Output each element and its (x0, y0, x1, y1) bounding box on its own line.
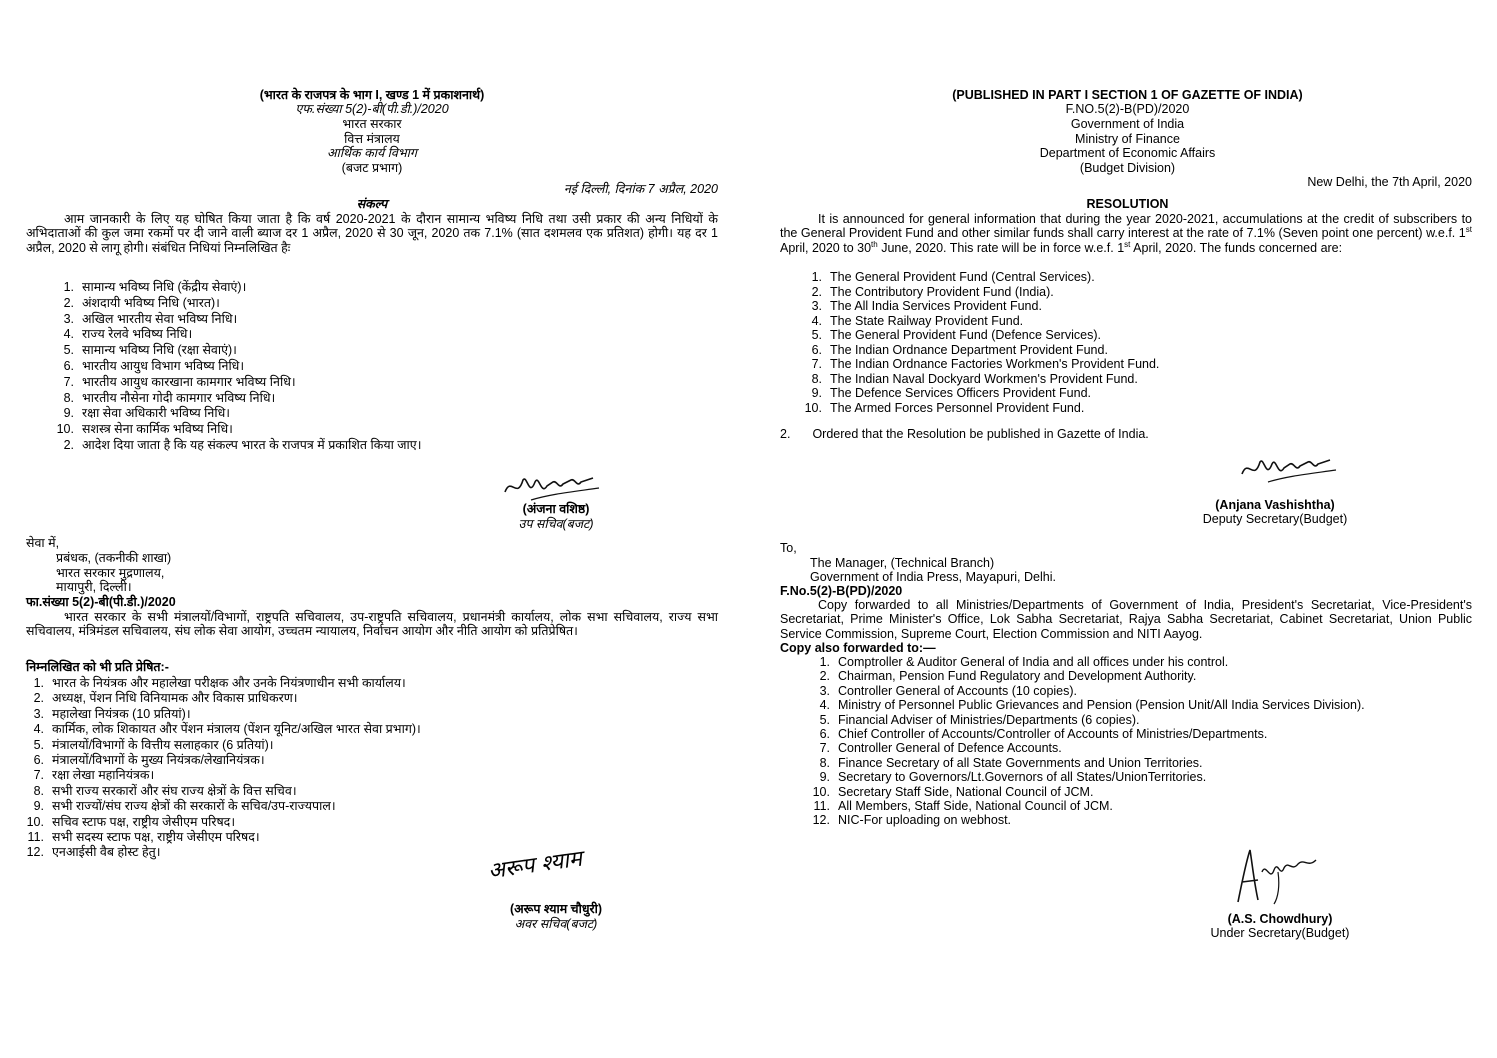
list-item-text: भारत के नियंत्रक और महालेखा परीक्षक और उनके नियंत्रणाधीन सभी कार्यालय। (52, 676, 406, 690)
resolution-paragraph: आम जानकारी के लिए यह घोषित किया जाता है कि वर्ष 2020-2021 के दौरान सामान्य भविष्य निधि तथा उसी प्रकार की अन्य निधियों के अभिदाताओं की कुल जमा रकमों पर दी जाने वाली ब्याज दर 1 अप्रैल, 2020 से 30 जून, 2020 तक 7.1% (सात दशमलव एक प्रतिशत) होगी। यह दर 1 अप्रैल, 2020 से लागू होगी। संबंधित निधियां निम्नलिखित हैः (26, 212, 718, 255)
list-item-number: 4. (63, 327, 74, 342)
list-item-number: 6. (33, 752, 44, 767)
list-item-number: 6. (63, 358, 74, 373)
list-item-text: भारतीय आयुध कारखाना कामगार भविष्य निधि। (82, 374, 296, 389)
list-item-number: 6. (819, 726, 830, 741)
list-item-text: Secretary Staff Side, National Council of JCM. (838, 784, 1094, 799)
list-item-number: 4. (811, 313, 822, 328)
list-item-text: आदेश दिया जाता है कि यह संकल्प भारत के राजपत्र में प्रकाशित किया जाए। (82, 437, 422, 452)
department-name: Department of Economic Affairs (1039, 146, 1216, 160)
signature-image-2 (1228, 842, 1328, 908)
resolution-paragraph: It is announced for general information that during the year 2020-2021, accumulations at the credit of subscribers to the General Provident Fund and other similar funds shall carry interest at the rate of 7.1% (Seven point one percent) w.e.f. 1st April, 2020 to 30th June, 2020. This rate will be in force w.e.f. 1st April, 2020. The funds concerned are: (780, 212, 1472, 255)
department-name: आर्थिक कार्य विभाग (327, 146, 417, 160)
list-item-number: 12. (812, 813, 830, 828)
list-item (26, 784, 718, 799)
list-item (26, 406, 718, 422)
list-item (780, 741, 1472, 755)
list-item (780, 401, 1472, 416)
list-item (780, 698, 1472, 712)
division-name: (बजट प्रभाग) (341, 161, 403, 175)
list-item-number: 5. (63, 343, 74, 358)
list-item-number: 2. (63, 295, 74, 310)
list-item-number: 10. (812, 784, 830, 799)
list-item-text: Secretary to Governors/Lt.Governors of all States/UnionTerritories. (838, 770, 1207, 785)
signatory-title: Deputy Secretary(Budget) (1202, 512, 1348, 526)
funds-list (26, 280, 718, 454)
list-item (780, 713, 1472, 727)
list-item-text: सभी राज्य सरकारों और संघ राज्य क्षेत्रों के वित्त सचिव। (52, 783, 297, 798)
list-item-text: राज्य रेलवे भविष्य निधि। (82, 327, 193, 342)
list-item-text: सभी सदस्य स्टाफ पक्ष, राष्ट्रीय जेसीएम परिषद। (52, 829, 260, 844)
list-item-text: The General Provident Fund (Defence Services). (830, 328, 1101, 342)
signatory-name-2: (अरूप श्याम चौधुरी) (509, 902, 603, 916)
list-item (780, 372, 1472, 387)
to-label: सेवा में, (26, 536, 60, 550)
list-item (780, 813, 1472, 827)
list-item-number: 1. (811, 270, 822, 284)
list-item-number: 7. (811, 357, 822, 371)
date-line: New Delhi, the 7th April, 2020 (1307, 175, 1472, 189)
resolution-title: संकल्प (356, 197, 388, 211)
signatory-name: (अंजना वशिष्ठ) (522, 502, 590, 516)
list-item (26, 343, 718, 359)
division-name: (Budget Division) (1079, 161, 1176, 175)
list-item-number: 9. (63, 406, 74, 421)
list-item (780, 386, 1472, 401)
list-item (26, 296, 718, 312)
list-item (26, 815, 718, 830)
list-item-text: The Indian Naval Dockyard Workmen's Provident Fund. (830, 371, 1138, 386)
copy-file-number: फा.संख्या 5(2)-बी(पी.डी.)/2020 (26, 595, 176, 609)
signatory-name: (Anjana Vashishtha) (1215, 498, 1335, 512)
list-item (26, 676, 718, 691)
list-item-number: 3. (63, 311, 74, 326)
list-item-text: The Indian Ordnance Department Provident Fund. (830, 342, 1108, 357)
list-item (26, 375, 718, 391)
list-item-number: 3. (819, 683, 830, 698)
to-label: To, (780, 541, 797, 555)
list-item (26, 722, 718, 737)
signatory-name-2: (A.S. Chowdhury) (1227, 912, 1333, 926)
list-item-number: 5. (819, 712, 830, 727)
list-item-number: 8. (819, 755, 830, 770)
list-item (26, 359, 718, 375)
list-item (780, 669, 1472, 683)
list-item-number: 1. (63, 280, 74, 294)
list-item-text: The All India Services Provident Fund. (830, 299, 1042, 313)
publish-note: (भारत के राजपत्र के भाग I, खण्ड 1 में प्रकाशनार्थ) (259, 88, 485, 102)
file-number: एफ.संख्या 5(2)-बी(पी.डी.)/2020 (295, 102, 449, 116)
list-item-text: एनआईसी वैब होस्ट हेतु। (52, 845, 161, 860)
list-item-number: 7. (819, 741, 830, 756)
copies-list (780, 655, 1472, 828)
list-item-text: अंशदायी भविष्य निधि (भारत)। (82, 295, 220, 310)
list-item-number: 5. (33, 737, 44, 752)
list-item-number: 2. (819, 669, 830, 684)
funds-list (780, 270, 1472, 415)
list-item (26, 845, 718, 860)
list-item-text: अध्यक्ष, पेंशन निधि विनियामक और विकास प्राधिकरण। (52, 691, 298, 706)
address-line-2: भारत सरकार मुद्रणालय, (56, 566, 165, 580)
order-paragraph: 2. Ordered that the Resolution be published in Gazette of India. (780, 427, 1149, 441)
list-item (26, 391, 718, 407)
list-item-text: कार्मिक, लोक शिकायत और पेंशन मंत्रालय (पेंशन यूनिट/अखिल भारत सेवा प्रभाग)। (52, 722, 421, 737)
list-item-text: अखिल भारतीय सेवा भविष्य निधि। (82, 311, 238, 326)
address-line-1: प्रबंधक, (तकनीकी शाखा) (56, 551, 172, 565)
list-item-text: भारतीय नौसेना गोदी कामगार भविष्य निधि। (82, 390, 276, 405)
list-item-text: सामान्य भविष्य निधि (केंद्रीय सेवाएं)। (82, 280, 247, 294)
list-item-number: 3. (811, 299, 822, 313)
list-item-text: Controller General of Defence Accounts. (838, 741, 1062, 756)
list-item-number: 10. (804, 400, 822, 415)
list-item (26, 280, 718, 296)
list-item-number: 7. (63, 374, 74, 389)
list-item-text: NIC-For uploading on webhost. (838, 813, 1012, 828)
signatory-title-2: Under Secretary(Budget) (1210, 926, 1350, 940)
list-item-text: The Armed Forces Personnel Provident Fund. (830, 400, 1085, 415)
list-item-text: सचिव स्टाफ पक्ष, राष्ट्रीय जेसीएम परिषद। (52, 814, 236, 829)
list-item-text: The General Provident Fund (Central Services). (830, 270, 1095, 284)
government-name: भारत सरकार (342, 117, 402, 131)
list-item (26, 691, 718, 706)
signature-image (501, 470, 611, 504)
list-item-text: रक्षा लेखा महानियंत्रक। (52, 768, 155, 783)
list-item (780, 299, 1472, 314)
list-item-text: The State Railway Provident Fund. (830, 313, 1024, 328)
list-item (780, 285, 1472, 300)
list-item-text: रक्षा सेवा अधिकारी भविष्य निधि। (82, 406, 231, 421)
list-item (780, 314, 1472, 329)
list-item (26, 707, 718, 722)
list-item-number: 10. (56, 422, 74, 437)
list-item (26, 327, 718, 343)
list-item-text: Financial Adviser of Ministries/Departments (6 copies). (838, 712, 1140, 727)
list-item-text: Chairman, Pension Fund Regulatory and Development Authority. (838, 669, 1197, 684)
list-item (780, 684, 1472, 698)
list-item-text: मंत्रालयों/विभागों के वित्तीय सलाहकार (6 प्रतियां)। (52, 737, 274, 752)
signature-image (1238, 452, 1348, 486)
list-item-number: 9. (819, 770, 830, 785)
list-item-text: Comptroller & Auditor General of India and all offices under his control. (838, 655, 1229, 669)
list-item-number: 8. (33, 783, 44, 798)
list-item-number: 9. (811, 386, 822, 400)
date-line: नई दिल्ली, दिनांक 7 अप्रैल, 2020 (563, 182, 718, 196)
list-item-number: 4. (819, 698, 830, 713)
list-item-text: Finance Secretary of all State Governments and Union Territories. (838, 755, 1203, 770)
publish-note: (PUBLISHED IN PART I SECTION 1 OF GAZETTE OF INDIA) (952, 88, 1303, 102)
list-item-number: 4. (33, 722, 44, 737)
list-item-number: 6. (811, 342, 822, 357)
list-item-text: सामान्य भविष्य निधि (रक्षा सेवाएं)। (82, 343, 237, 358)
copies-list (26, 676, 718, 861)
list-item-text: Chief Controller of Accounts/Controller of Accounts of Ministries/Departments. (838, 726, 1268, 741)
address-line-3: मायापुरी, दिल्ली। (56, 580, 132, 594)
list-item-text: सशस्त्र सेना कार्मिक भविष्य निधि। (82, 422, 233, 437)
resolution-title: RESOLUTION (1086, 197, 1169, 211)
list-item (780, 756, 1472, 770)
copy-file-number: F.No.5(2)-B(PD)/2020 (780, 584, 903, 598)
list-item-text: महालेखा नियंत्रक (10 प्रतियां)। (52, 706, 191, 721)
list-item-text: भारतीय आयुध विभाग भविष्य निधि। (82, 358, 245, 373)
list-item-text: सभी राज्यों/संघ राज्य क्षेत्रों की सरकारों के सचिव/उप-राज्यपाल। (52, 799, 336, 814)
list-item (26, 312, 718, 328)
address-line-2: Government of India Press, Mayapuri, Delhi. (810, 570, 1056, 584)
copy-also-label: निम्नलिखित को भी प्रति प्रेषित:- (26, 660, 169, 674)
list-item-number: 8. (63, 390, 74, 405)
copy-paragraph: भारत सरकार के सभी मंत्रालयों/विभागों, राष्ट्रपति सचिवालय, उप-राष्ट्रपति सचिवालय, प्रधानमंत्री कार्यालय, लोक सभा सचिवालय, राज्य सभा सचिवालय, मंत्रिमंडल सचिवालय, संघ लोक सेवा आयोग, उच्चतम न्यायालय, निर्वाचन आयोग और नीति आयोग को प्रतिप्रेषित। (26, 610, 718, 639)
list-item (26, 768, 718, 783)
list-item (26, 830, 718, 845)
list-item-number: 7. (33, 768, 44, 783)
list-item-text: All Members, Staff Side, National Council of JCM. (838, 798, 1113, 813)
list-item-number: 1. (33, 676, 44, 690)
list-item-number: 1. (819, 655, 830, 669)
list-item-number: 11. (27, 829, 44, 844)
list-item (780, 799, 1472, 813)
list-item (780, 727, 1472, 741)
list-item (26, 799, 718, 814)
list-item (26, 753, 718, 768)
list-item (780, 655, 1472, 669)
list-item-number: 2. (33, 691, 44, 706)
list-item-text: Ministry of Personnel Public Grievances and Pension (Pension Unit/All India Services Division). (838, 698, 1365, 713)
list-item (26, 738, 718, 753)
list-item-number: 12. (26, 845, 44, 860)
list-item-number: 11. (813, 798, 830, 813)
list-item (780, 785, 1472, 799)
list-item-text: The Indian Ordnance Factories Workmen's Provident Fund. (830, 357, 1160, 371)
list-item (780, 357, 1472, 372)
list-item-number: 5. (811, 328, 822, 342)
signatory-title-2: अवर सचिव(बजट) (514, 917, 598, 931)
list-item (780, 770, 1472, 784)
list-item-text: Controller General of Accounts (10 copies). (838, 683, 1078, 698)
list-item-number: 10. (26, 814, 44, 829)
copy-paragraph: Copy forwarded to all Ministries/Departments of Government of India, President's Secretariat, Vice-President's Secretariat, Prime Minister's Office, Lok Sabha Secretariat, Rajya Sabha Secretariat, Cabinet Secretariat, Union Public Service Commission, Supreme Court, Election Commission and NITI Aayog. (780, 598, 1472, 641)
list-item-text: मंत्रालयों/विभागों के मुख्य नियंत्रक/लेखानियंत्रक। (52, 752, 265, 767)
copy-also-label: Copy also forwarded to:— (780, 641, 936, 655)
file-number: F.NO.5(2)-B(PD)/2020 (1065, 102, 1190, 116)
list-item-number: 3. (33, 706, 44, 721)
handwritten-signature: अरूप श्याम (486, 846, 584, 885)
list-item-number: 8. (811, 371, 822, 386)
list-item-number: 9. (33, 799, 44, 814)
list-item-number: 2. (811, 284, 822, 299)
list-item (780, 343, 1472, 358)
list-item-number: 2. (63, 437, 74, 452)
list-item-text: The Defence Services Officers Provident Fund. (830, 386, 1091, 400)
list-item (780, 328, 1472, 343)
signatory-title: उप सचिव(बजट) (518, 517, 594, 531)
address-line-1: The Manager, (Technical Branch) (810, 556, 995, 570)
ministry-name: Ministry of Finance (1075, 132, 1180, 146)
list-item (780, 270, 1472, 285)
ministry-name: वित्त मंत्रालय (344, 132, 400, 146)
list-item (26, 438, 718, 454)
list-item-text: The Contributory Provident Fund (India). (830, 284, 1054, 299)
government-name: Government of India (1070, 117, 1185, 131)
list-item (26, 422, 718, 438)
